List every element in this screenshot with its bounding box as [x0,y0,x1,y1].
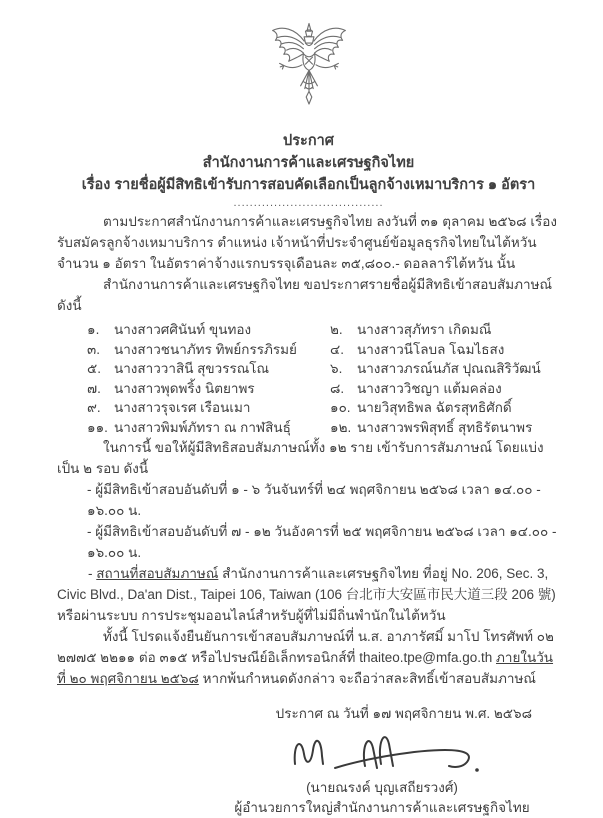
candidate-name: นางสาวพิมพ์ภัทรา ณ กาฬสินธุ์ [114,419,291,435]
garuda-emblem-drawing [267,20,351,118]
candidate-row [330,359,560,379]
confirmation-text-1: ทั้งนี้ โปรดแจ้งยืนยันการเข้าสอบสัมภาษณ์ที่ น.ส. อาภารัศมิ์ มาโป โทรศัพท์ ๐๒ ๒๗๗๕ ๒๒๑๑ ต่อ ๓๑๕ หรือไปรษณีย์อิเล็กทรอนิกส์ที่ [57,629,554,665]
title-line-subject: เรื่อง รายชื่อผู้มีสิทธิเข้ารับการสอบคัดเลือกเป็นลูกจ้างเหมาบริการ ๑ อัตรา [81,177,536,193]
interview-rounds [87,479,560,563]
candidate-number: ๘. [330,380,345,396]
candidate-row [87,418,330,438]
candidate-number: ๗. [87,380,101,396]
candidate-name: นางสาวรุจเรศ เรือนเมา [114,400,251,415]
signatory-name: (นายณรงค์ บุญเสถียรวงศ์) [306,780,458,795]
candidate-number: ๕. [87,361,101,376]
candidate-row [330,340,560,360]
interview-round-2: - ผู้มีสิทธิเข้าสอบอันดับที่ ๗ - ๑๒ วันอังคารที่ ๒๕ พฤศจิกายน ๒๕๖๘ เวลา ๑๔.๐๐ - ๑๖.๐๐ น. [87,524,557,560]
candidate-name: นางสาวนีโลบล โฉมไธสง [357,341,505,357]
candidate-number: ๑๐. [330,400,351,415]
candidate-name: นางสาวสุภัทรา เกิดมณี [357,322,492,337]
confirmation-text-2: หากพ้นกำหนดดังกล่าว จะถือว่าสละสิทธิ์เข้าสอบสัมภาษณ์ [202,671,536,686]
candidate-row [330,320,560,340]
candidate-row [330,398,560,418]
candidate-name: นางสาวพรพิสุทธิ์ สุทธิรัตนาพร [357,419,533,435]
email-text: thaiteo.tpe@mfa.go.th [359,650,493,665]
candidate-number: ๔. [330,341,344,357]
candidate-number: ๑๒. [330,419,352,435]
signature-block [212,726,552,818]
candidate-row [330,379,560,399]
candidate-row [87,398,330,418]
candidate-number: ๙. [87,400,101,415]
interview-intro: ในการนี้ ขอให้ผู้มีสิทธิสอบสัมภาษณ์ทั้ง ๑๒ ราย เข้ารับการสัมภาษณ์ โดยแบ่งเป็น ๒ รอบ ดังนี้ [57,440,544,476]
title-line-announcement: ประกาศ [283,133,334,149]
location-details: สำนักงานการค้าและเศรษฐกิจไทย ที่อยู่ No. 206, Sec. 3, Civic Blvd., Da'an Dist., Taipei 106, Taiwan (106 台北市大安區市民大道三段 206 號) หรือผ่านระบบ การประชุมออนไลน์สำหรับผู้ที่ไม่มีถิ่นพำนักในไต้หวัน [57,566,556,623]
divider-dots: ..................................... [233,197,384,209]
location-dash: - [88,566,93,581]
confirmation-paragraph [57,626,560,689]
candidate-number: ๖. [330,361,343,376]
announcement-date-line: ประกาศ ณ วันที่ ๑๗ พฤศจิกายน พ.ศ. ๒๕๖๘ [275,706,532,721]
title-line-office: สำนักงานการค้าและเศรษฐกิจไทย [202,155,415,171]
deadline-text: ภายในวันที่ ๒๐ พฤศจิกายน ๒๕๖๘ [57,650,554,686]
candidate-row [87,320,330,340]
candidate-row [87,359,330,379]
location-label: สถานที่สอบสัมภาษณ์ [96,566,219,581]
candidate-number: ๓. [87,341,100,357]
interview-location [57,563,560,626]
candidate-name: นางสาวภรณ์นภัส ปุณณสิริวัฒน์ [357,361,541,376]
candidate-number: ๑๑. [87,419,108,435]
candidate-name: นางสาวพุดพริ้ง นิตยาพร [114,380,255,396]
candidate-number: ๑. [87,322,100,337]
signatory-position: ผู้อำนวยการใหญ่สำนักงานการค้าและเศรษฐกิจไทย [234,800,530,815]
candidate-name: นางสาววิชญา แต้มคล่อง [357,380,502,396]
candidate-row [330,418,560,438]
candidate-list [87,320,560,437]
candidate-name: นางสาวชนาภัทร ทิพย์กรรภิรมย์ [114,341,297,357]
candidate-number: ๒. [330,322,343,337]
handwritten-signature [277,726,487,778]
garuda-emblem-icon [267,20,351,118]
candidate-row [87,379,330,399]
candidate-row [87,340,330,360]
title-block [57,130,560,196]
candidate-name: นางสาวศศินันท์ ขุนทอง [114,322,252,337]
candidate-name: นายวิสุทธิพล ฉัตรสุทธิศักดิ์ [357,400,512,415]
intro-paragraph: ตามประกาศสำนักงานการค้าและเศรษฐกิจไทย ลงวันที่ ๓๑ ตุลาคม ๒๕๖๘ เรื่อง รับสมัครลูกจ้างเหมาบริการ ตำแหน่ง เจ้าหน้าที่ประจำศูนย์ข้อมูลธุรกิจไทยในไต้หวัน จำนวน ๑ อัตรา ในอัตราค่าจ้างแรกบรรจุเดือนละ ๓๕,๘๐๐.- ดอลลาร์ไต้หวัน นั้น [57,214,557,271]
candidate-name: นางสาววาสินี สุขวรรณโณ [114,361,270,376]
interview-round-1: - ผู้มีสิทธิเข้าสอบอันดับที่ ๑ - ๖ วันจันทร์ที่ ๒๔ พฤศจิกายน ๒๕๖๘ เวลา ๑๔.๐๐ - ๑๖.๐๐ น. [87,482,541,518]
announce-line: สำนักงานการค้าและเศรษฐกิจไทย ขอประกาศรายชื่อผู้มีสิทธิเข้าสอบสัมภาษณ์ ดังนี้ [57,277,552,313]
